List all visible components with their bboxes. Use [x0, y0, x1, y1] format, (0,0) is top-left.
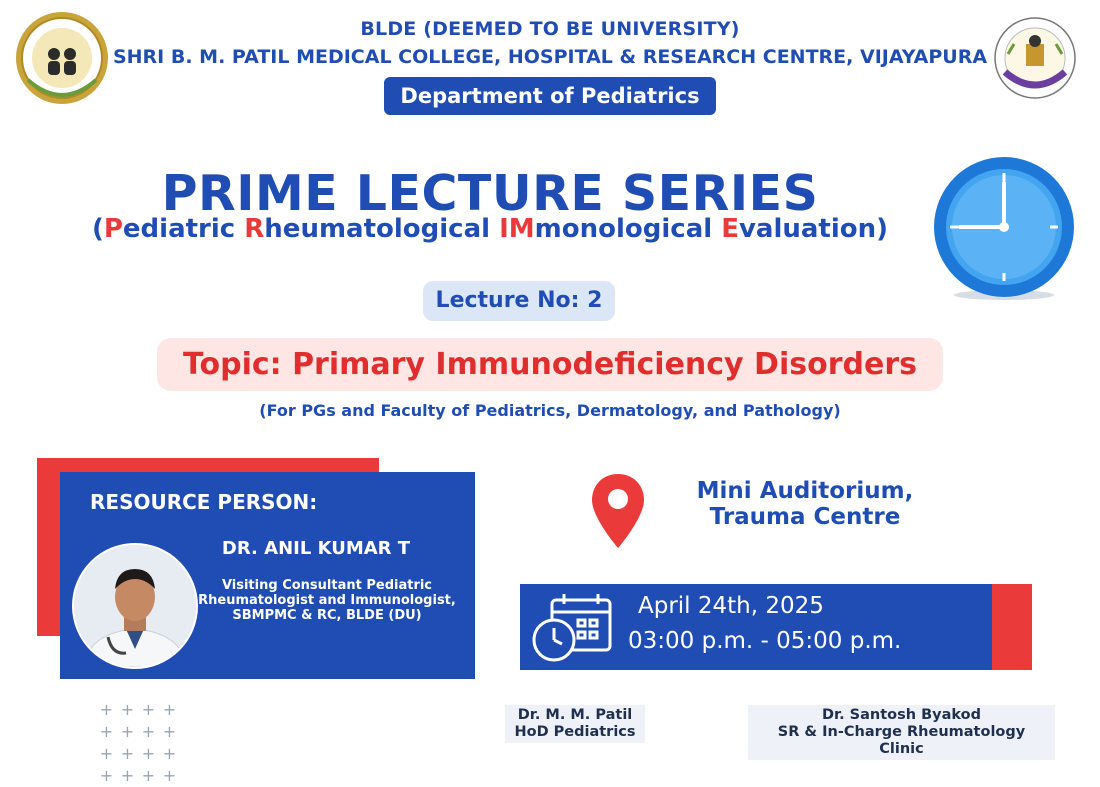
- series-subtitle-part: (: [91, 214, 104, 244]
- event-date: April 24th, 2025: [638, 593, 824, 619]
- venue-line-2: Trauma Centre: [709, 504, 901, 530]
- resource-person-name: DR. ANIL KUMAR T: [221, 538, 411, 559]
- college-title: SHRI B. M. PATIL MEDICAL COLLEGE, HOSPITAL & RESEARCH CENTRE, VIJAYAPURA: [112, 46, 988, 68]
- lecture-topic: Topic: Primary Immunodeficiency Disorders: [157, 338, 943, 391]
- department-badge: Department of Pediatrics: [384, 77, 716, 115]
- audience-note: (For PGs and Faculty of Pediatrics, Dermatology, and Pathology): [259, 401, 841, 420]
- university-seal-logo: [14, 10, 110, 106]
- decorative-plus-grid: + + + + + + + + + + + + + + + +: [99, 700, 177, 785]
- calendar-clock-icon: [530, 592, 614, 664]
- signatory-role: HoD Pediatrics: [514, 724, 636, 740]
- decorative-red-block: [990, 584, 1032, 670]
- series-subtitle-part: P: [103, 214, 123, 244]
- venue-text: [660, 478, 950, 530]
- signatory-name: Dr. Santosh Byakod: [821, 707, 981, 723]
- series-subtitle-part: IM: [499, 214, 535, 244]
- college-emblem-logo: [990, 14, 1080, 106]
- clock-icon: [930, 155, 1078, 303]
- university-title: BLDE (DEEMED TO BE UNIVERSITY): [360, 18, 740, 40]
- series-subtitle: [70, 214, 910, 244]
- series-subtitle-part: heumatological: [264, 214, 500, 244]
- venue-line-1: Mini Auditorium,: [696, 478, 914, 504]
- speaker-photo-icon: [74, 545, 196, 667]
- series-subtitle-part: monological: [534, 214, 722, 244]
- series-title: PRIME LECTURE SERIES: [161, 165, 819, 222]
- series-subtitle-part: ediatric: [122, 214, 245, 244]
- avatar: [72, 543, 198, 669]
- signatory-hod: [505, 705, 645, 743]
- signatory-rheumatology-incharge: [748, 705, 1055, 760]
- series-subtitle-part: R: [244, 214, 265, 244]
- resource-person-heading: RESOURCE PERSON:: [90, 490, 318, 514]
- signatory-name: Dr. M. M. Patil: [517, 707, 633, 723]
- lecture-number-badge: Lecture No: 2: [423, 281, 615, 321]
- signatory-role: SR & In-Charge Rheumatology Clinic: [777, 724, 1026, 757]
- location-pin-icon: [590, 472, 646, 550]
- resource-person-designation: Visiting Consultant Pediatric Rheumatologist and Immunologist, SBMPMC & RC, BLDE (DU): [198, 578, 456, 623]
- series-subtitle-part: valuation): [738, 214, 889, 244]
- event-time: 03:00 p.m. - 05:00 p.m.: [628, 628, 902, 654]
- series-subtitle-part: E: [721, 214, 739, 244]
